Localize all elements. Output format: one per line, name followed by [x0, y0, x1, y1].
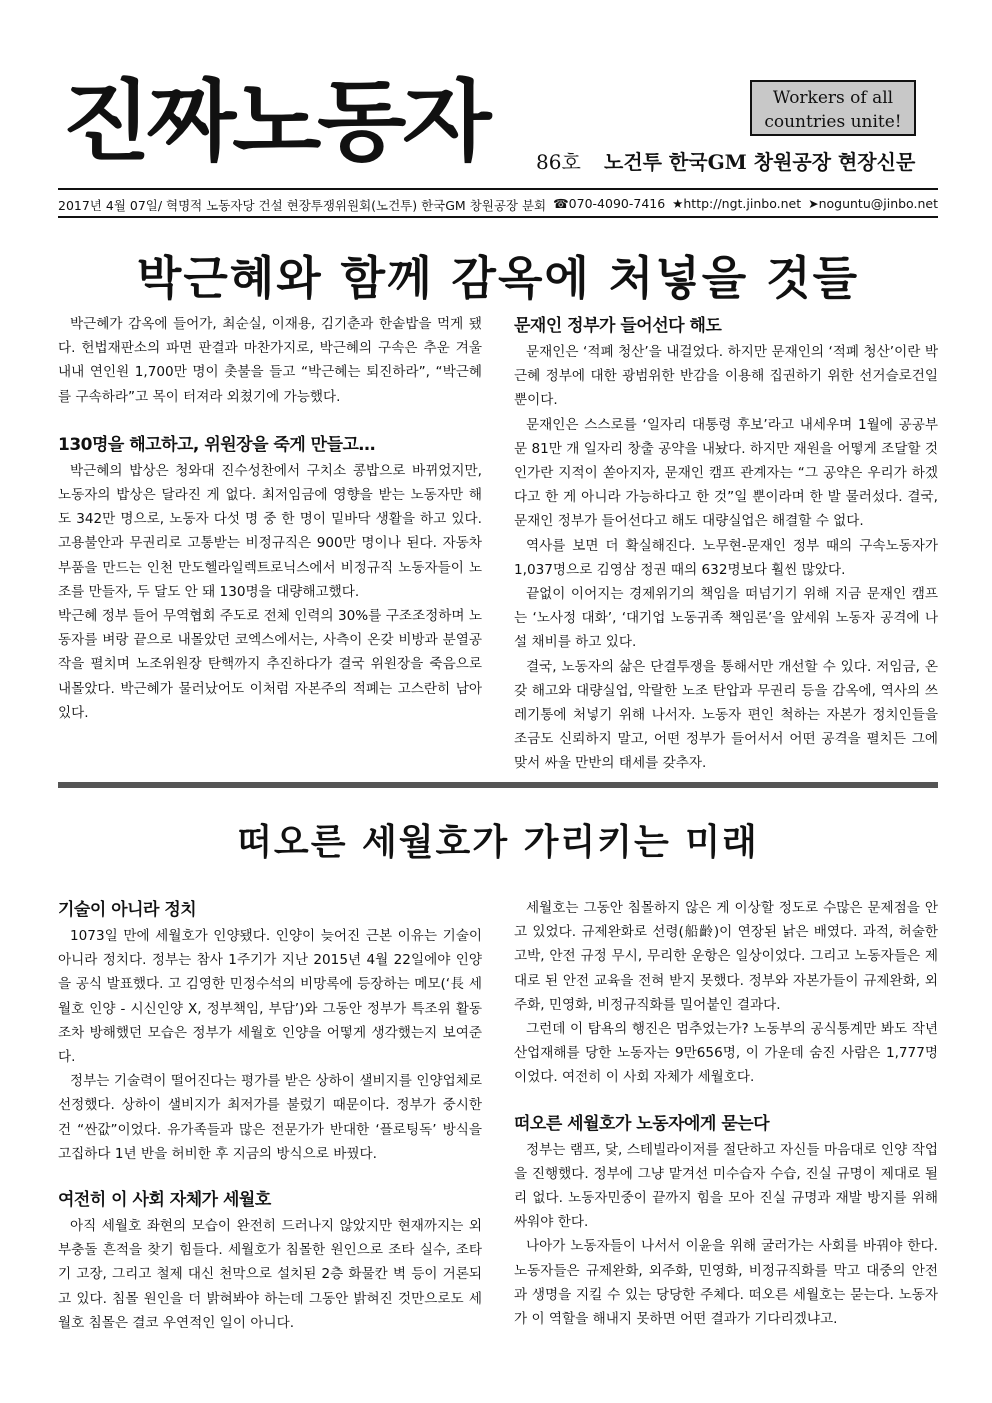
date-organization: 2017년 4월 07일/ 혁명적 노동자당 건설 현장투쟁위원회(노건투) 한국GM 창원공장 분회	[58, 198, 547, 213]
article1-left-paragraph-2: 박근혜 정부 들어 무역협회 주도로 전체 인력의 30%를 구조조정하며 노동자를 벼랑 끝으로 내몰았던 코엑스에서는, 사측이 온갖 비방과 분열공작을 펼치며 노조위원장 탄핵까지 추진하다가 결국 위원장을 죽음으로 내몰았다. 박근혜가 물러났어도 이처럼 자본주의 적폐는 고스란히 남아 있다.	[58, 608, 482, 721]
article1-right-paragraph-2: 문재인은 스스로를 ‘일자리 대통령 후보’라고 내세우며 1월에 공공부문 81만 개 일자리 창출 공약을 내놨다. 하지만 재원을 어떻게 조달할 것인가란 지적이 쏟아지자, 문재인 캠프 관계자는 “그 공약은 우리가 하겠다고 한 게 아니라 가능하다고 한 것”일 뿐이라며 한 발 물러섰다. 결국, 문재인 정부가 들어선다고 해도 대량실업은 해결할 수 없다.	[514, 416, 938, 530]
slogan-line-1: Workers of all	[772, 88, 894, 108]
article1-headline: 박근혜와 함께 감옥에 처넣을 것들	[136, 251, 860, 305]
article1-subheading-1: 130명을 해고하고, 위원장을 죽게 만들고…	[58, 434, 375, 455]
article2-right-paragraph-1: 세월호는 그동안 침몰하지 않은 게 이상할 정도로 수많은 문제점을 안고 있었다. 규제완화로 선령(船齡)이 연장된 낡은 배였다. 과적, 허술한 고박, 안전 규정 무시, 무리한 운항은 일상이었다. 그리고 노동자들은 제대로 된 안전 교육을 전혀 받지 못했다. 정부와 자본가들이 규제완화, 외주화, 민영화, 비정규직화를 밀어붙인 결과다.	[514, 900, 938, 1013]
website-link[interactable]: ★http://ngt.jinbo.net	[672, 196, 802, 211]
newspaper-subtitle: 노건투 한국GM 창원공장 현장신문	[604, 150, 916, 174]
section-divider	[58, 782, 938, 788]
article2-right-paragraph-4: 나아가 노동자들이 나서서 이윤을 위해 굴러가는 사회를 바꿔야 한다. 노동자들은 규제완화, 외주화, 민영화, 비정규직화를 막고 대중의 안전과 생명을 지킬 수 있는 당당한 주체다. 떠오른 세월호는 묻는다. 노동자가 이 역할을 해내지 못하면 어떤 결과가 기다리겠냐고.	[514, 1238, 938, 1328]
info-line	[58, 196, 938, 214]
article2-right-column	[514, 896, 938, 1331]
article1-left-paragraph-1: 박근혜의 밥상은 청와대 진수성찬에서 구치소 콩밥으로 바뀌었지만, 노동자의 밥상은 달라진 게 없다. 최저임금에 영향을 받는 노동자만 해도 342만 명으로, 노동자 다섯 명 중 한 명이 밑바닥 생활을 하고 있다. 고용불안과 무권리로 고통받는 비정규직은 900만 명이나 된다. 자동차 부품을 만드는 인천 만도헬라일렉트로닉스에서 비정규직 노동자들이 노조를 만들자, 두 달도 안 돼 130명을 대량해고했다.	[58, 462, 482, 600]
article1-left-column	[58, 312, 482, 725]
article1-right-column	[514, 312, 938, 776]
article2-subheading-2: 여전히 이 사회 자체가 세월호	[58, 1190, 271, 1211]
masthead-rule-bottom	[58, 216, 938, 218]
issue-number: 86호	[536, 150, 581, 174]
article2-right-paragraph-2: 그런데 이 탐욕의 행진은 멈추었는가? 노동부의 공식통계만 봐도 작년 산업재해를 당한 노동자는 9만656명, 이 가운데 숨진 사람은 1,777명이었다. 여전히 이 사회 자체가 세월호다.	[514, 1021, 938, 1086]
article1-right-paragraph-3: 역사를 보면 더 확실해진다. 노무현-문재인 정부 때의 구속노동자가 1,037명으로 김영삼 정권 때의 632명보다 훨씬 많았다.	[514, 537, 938, 578]
article2-headline: 떠오른 세월호가 가리키는 미래	[237, 822, 759, 863]
article1-right-paragraph-1: 문재인은 ‘적폐 청산’을 내걸었다. 하지만 문재인의 ‘적폐 청산’이란 박근혜 정부에 대한 광범위한 반감을 이용해 집권하기 위한 선거슬로건일 뿐이다.	[514, 344, 938, 409]
article1-right-paragraph-4: 끝없이 이어지는 경제위기의 책임을 떠넘기기 위해 지금 문재인 캠프는 ‘노사정 대화’, ‘대기업 노동귀족 책임론’을 앞세워 노동자 공격에 나설 채비를 하고 있다.	[514, 586, 938, 651]
article2-left-column	[58, 896, 482, 1335]
article2-right-paragraph-3: 정부는 램프, 닻, 스테빌라이저를 절단하고 자신들 마음대로 인양 작업을 진행했다. 정부에 그냥 맡겨선 미수습자 수습, 진실 규명이 제대로 될 리 없다. 노동자민중이 끝까지 힘을 모아 진실 규명과 재발 방지를 위해 싸워야 한다.	[514, 1141, 938, 1231]
phone-number: ☎070-4090-7416	[553, 196, 666, 211]
article2-subheading-3: 떠오른 세월호가 노동자에게 묻는다	[514, 1113, 770, 1134]
article1-intro: 박근혜가 감옥에 들어가, 최순실, 이재용, 김기춘과 한솥밥을 먹게 됐다. 헌법재판소의 파면 판결과 마찬가지로, 박근혜의 구속은 추운 겨울 내내 연인원 1,700만 명이 촛불을 들고 “박근혜는 퇴진하라”, “박근혜를 구속하라”고 목이 터져라 외쳤기에 가능했다.	[58, 316, 482, 405]
article2-left-paragraph-1: 1073일 만에 세월호가 인양됐다. 인양이 늦어진 근본 이유는 기술이 아니라 정치다. 정부는 참사 1주기가 지난 2015년 4월 22일에야 인양을 공식 발표했다. 고 김영한 민정수석의 비망록에 등장하는 메모(‘長 세월호 인양 - 시신인양 X, 정부책임, 부담’)와 그동안 정부가 특조위 활동조차 방해했던 모습은 정부가 세월호 인양을 어떻게 생각했는지 보여준다.	[58, 928, 482, 1066]
article2-left-paragraph-3: 아직 세월호 좌현의 모습이 완전히 드러나지 않았지만 현재까지는 외부충돌 흔적을 찾기 힘들다. 세월호가 침몰한 원인으로 조타 실수, 조타기 고장, 그리고 철제 대신 천막으로 설치된 2층 화물칸 벽 등이 거론되고 있다. 침몰 원인을 더 밝혀봐야 하는데 그동안 밝혀진 것만으로도 세월호 침몰은 결코 우연적인 일이 아니다.	[58, 1218, 482, 1331]
email-link[interactable]: ➤noguntu@jinbo.net	[808, 196, 938, 211]
slogan-box	[750, 80, 916, 136]
masthead-rule-top	[58, 188, 938, 190]
slogan-line-2: countries unite!	[764, 112, 902, 132]
newspaper-title: 진짜노동자	[62, 70, 488, 173]
article2-left-paragraph-2: 정부는 기술력이 떨어진다는 평가를 받은 상하이 샐비지를 인양업체로 선정했다. 상하이 샐비지가 최저가를 불렀기 때문이다. 정부가 중시한 건 “싼값”이었다. 유가족들과 많은 전문가가 반대한 ‘플로팅독’ 방식을 고집하다 1년 반을 허비한 후 지금의 방식으로 바꿨다.	[58, 1073, 482, 1162]
article1-subheading-2: 문재인 정부가 들어선다 해도	[514, 316, 722, 336]
article2-subheading-1: 기술이 아니라 정치	[58, 900, 197, 920]
article1-right-paragraph-5: 결국, 노동자의 삶은 단결투쟁을 통해서만 개선할 수 있다. 저임금, 온갖 해고와 대량실업, 악랄한 노조 탄압과 무권리 등을 감옥에, 역사의 쓰레기통에 처넣기 위해 나서자. 노동자 편인 척하는 자본가 정치인들을 조금도 신뢰하지 말고, 어떤 정부가 들어서서 어떤 공격을 펼치든 그에 맞서 싸울 만반의 태세를 갖추자.	[514, 658, 938, 772]
